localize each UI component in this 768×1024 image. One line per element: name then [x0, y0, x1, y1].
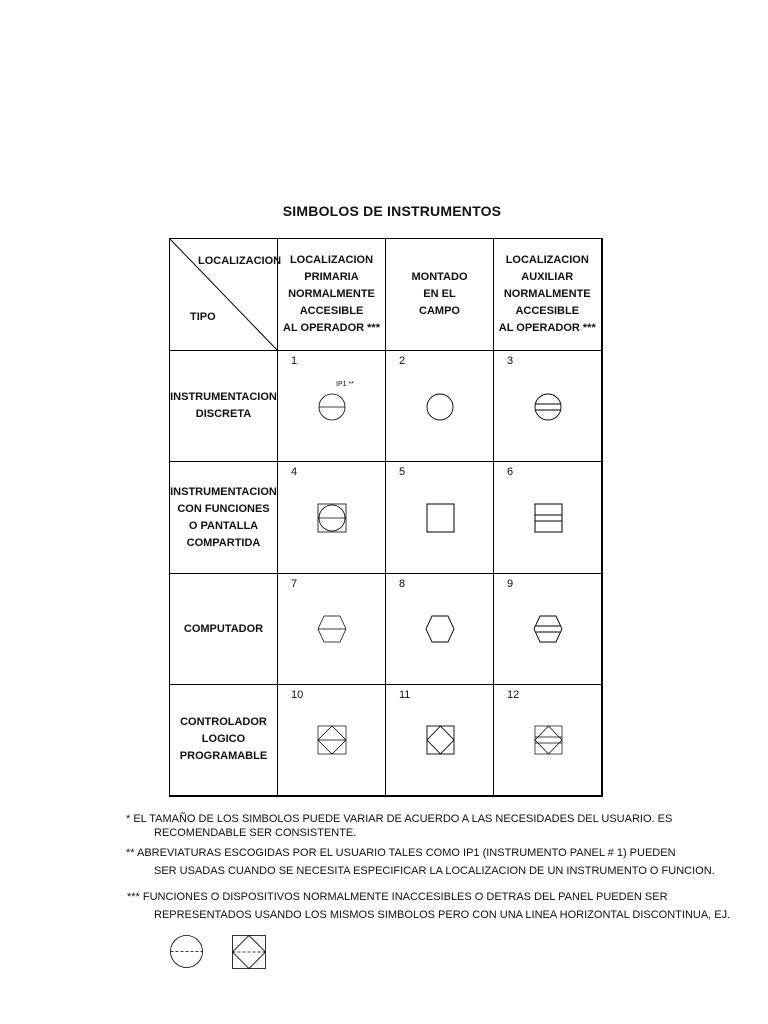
footnotes [126, 812, 730, 922]
symbol-number: 1 [291, 355, 298, 367]
table-row [170, 685, 602, 796]
symbol-number: 4 [291, 466, 298, 478]
symbol-cell-10 [278, 685, 386, 796]
shared-panel-icon [278, 462, 386, 574]
symbol-number: 5 [399, 466, 406, 478]
symbol-cell-12 [494, 685, 602, 796]
symbol-number: 8 [399, 578, 406, 590]
symbol-number: 3 [507, 355, 514, 367]
symbol-number: 10 [291, 689, 304, 701]
row-label: COMPUTADOR [183, 622, 264, 635]
symbol-cell-4 [278, 462, 386, 574]
footnote-line: SER USADAS CUANDO SE NECESITA ESPECIFICAR LA LOCALIZACION DE UN INSTRUMENTO O FUNCION. [154, 865, 715, 877]
symbol-number: 2 [399, 355, 406, 367]
table-row [170, 574, 602, 685]
footnote-line: *** FUNCIONES O DISPOSITIVOS NORMALMENTE INACCESIBLES O DETRAS DEL PANEL PUEDEN SER [127, 891, 668, 903]
symbol-number: 9 [507, 578, 514, 590]
discrete-auxiliary-icon [494, 351, 602, 462]
header-row [170, 239, 602, 351]
row-label-cell [170, 462, 278, 574]
symbol-number: 7 [291, 578, 298, 590]
symbol-cell-11 [386, 685, 494, 796]
header-col-campo [386, 239, 494, 351]
example-hidden-circle-icon [168, 933, 206, 971]
table-row [170, 351, 602, 462]
symbol-cell-8 [386, 574, 494, 685]
header-col-label: LOCALIZACION AUXILIAR NORMALMENTE ACCESIBLE AL OPERADOR *** [498, 254, 596, 334]
symbol-number: 12 [507, 689, 520, 701]
computer-panel-icon [278, 574, 386, 685]
symbol-cell-2 [386, 351, 494, 462]
discrete-panel-icon [278, 351, 386, 462]
computer-field-icon [386, 574, 494, 685]
symbol-cell-5 [386, 462, 494, 574]
table-row [170, 462, 602, 574]
symbol-cell-6 [494, 462, 602, 574]
corner-cell [170, 239, 282, 351]
symbol-cell-1 [278, 351, 386, 462]
page-title: SIMBOLOS DE INSTRUMENTOS [282, 203, 502, 219]
footnote-line: RECOMENDABLE SER CONSISTENTE. [154, 827, 357, 839]
symbol-cell-7 [278, 574, 386, 685]
corner-tipo-label: TIPO [190, 311, 216, 323]
symbol-cell-9 [494, 574, 602, 685]
row-label: INSTRUMENTACION CON FUNCIONES O PANTALLA COMPARTIDA [170, 485, 277, 549]
shared-auxiliary-icon [494, 462, 602, 574]
plc-panel-icon [278, 685, 386, 796]
discrete-field-icon [386, 351, 494, 462]
footnote-line: * EL TAMAÑO DE LOS SIMBOLOS PUEDE VARIAR DE ACUERDO A LAS NECESIDADES DEL USUARIO. ES [126, 813, 673, 825]
footnote-line: REPRESENTADOS USANDO LOS MISMOS SIMBOLOS PERO CON UNA LINEA HORIZONTAL DISCONTINUA, EJ. [154, 909, 731, 921]
shared-field-icon [386, 462, 494, 574]
example-hidden-plc-icon [230, 933, 268, 971]
computer-auxiliary-icon [494, 574, 602, 685]
symbols-table [169, 238, 603, 797]
symbol-cell-3 [494, 351, 602, 462]
symbol-number: 11 [399, 689, 411, 701]
row-label-cell [170, 574, 278, 685]
ip1-annotation: IP1 ** [336, 381, 354, 388]
corner-localizacion-label: LOCALIZACION [198, 255, 282, 267]
row-label: INSTRUMENTACION DISCRETA [170, 391, 277, 420]
footnote-line: ** ABREVIATURAS ESCOGIDAS POR EL USUARIO TALES COMO IP1 (INSTRUMENTO PANEL # 1) PUEDEN [126, 847, 676, 859]
header-col-primaria [278, 239, 386, 351]
plc-field-icon [386, 685, 494, 796]
row-label: CONTROLADOR LOGICO PROGRAMABLE [179, 716, 268, 763]
header-col-auxiliar [494, 239, 602, 351]
header-col-label: MONTADO EN EL CAMPO [411, 271, 468, 317]
symbol-number: 6 [507, 466, 514, 478]
row-label-cell [170, 351, 278, 462]
header-col-label: LOCALIZACION PRIMARIA NORMALMENTE ACCESIBLE AL OPERADOR *** [283, 254, 380, 334]
row-label-cell [170, 685, 278, 796]
plc-auxiliary-icon [494, 685, 602, 796]
